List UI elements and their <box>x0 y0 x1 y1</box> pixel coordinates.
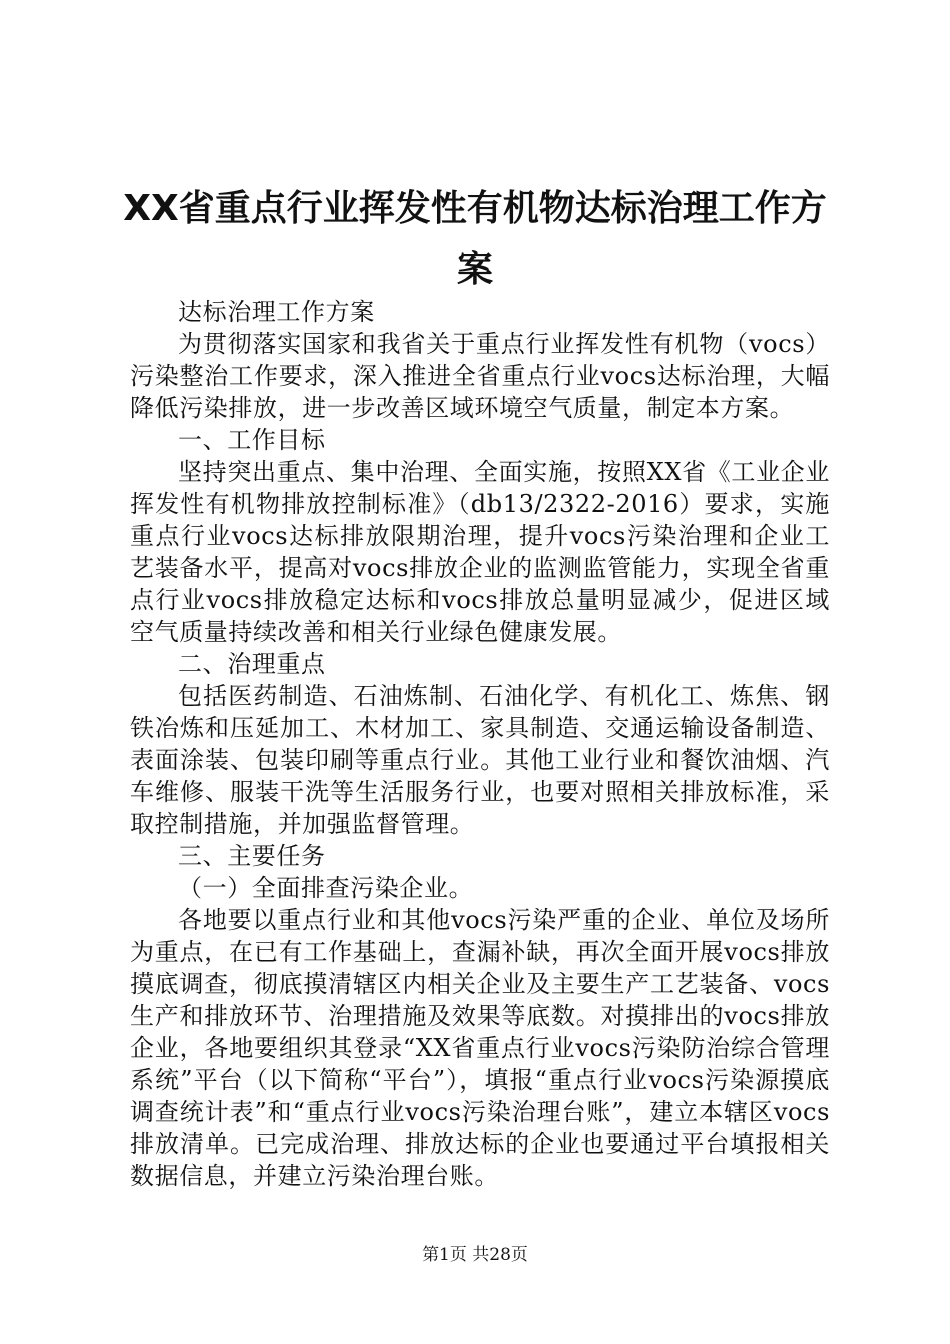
document-title-line-1: XX省重点行业挥发性有机物达标治理工作方 <box>123 188 827 229</box>
subtitle: 达标治理工作方案 <box>178 298 375 326</box>
document-body <box>130 296 830 1192</box>
section-heading-3: 三、主要任务 <box>178 842 326 870</box>
paragraph-goals: 坚持突出重点、集中治理、全面实施，按照XX省《工业企业挥发性有机物排放控制标准》（db13/2322-2016）要求，实施重点行业vocs达标排放限期治理，提升vocs污染治理和企业工艺装备水平，提高对vocs排放企业的监测监管能力，实现全省重点行业vocs排放稳定达标和vocs排放总量明显减少，促进区域空气质量持续改善和相关行业绿色健康发展。 <box>130 458 830 646</box>
paragraph-survey: 各地要以重点行业和其他vocs污染严重的企业、单位及场所为重点，在已有工作基础上，查漏补缺，再次全面开展vocs排放摸底调查，彻底摸清辖区内相关企业及主要生产工艺装备、vocs生产和排放环节、治理措施及效果等底数。对摸排出的vocs排放企业，各地要组织其登录“XX省重点行业vocs污染防治综合管理系统”平台（以下简称“平台”），填报“重点行业vocs污染源摸底调查统计表”和“重点行业vocs污染治理台账”，建立本辖区vocs排放清单。已完成治理、排放达标的企业也要通过平台填报相关数据信息，并建立污染治理台账。 <box>130 906 830 1190</box>
page-footer: 第1页 共28页 <box>422 1245 528 1265</box>
document-title-line-2: 案 <box>456 249 493 290</box>
paragraph-focus: 包括医药制造、石油炼制、石油化学、有机化工、炼焦、钢铁冶炼和压延加工、木材加工、家具制造、交通运输设备制造、表面涂装、包装印刷等重点行业。其他工业行业和餐饮油烟、汽车维修、服装干洗等生活服务行业，也要对照相关排放标准，采取控制措施，并加强监督管理。 <box>130 682 830 838</box>
section-heading-2: 二、治理重点 <box>178 650 326 678</box>
intro-paragraph: 为贯彻落实国家和我省关于重点行业挥发性有机物（vocs）污染整治工作要求，深入推进全省重点行业vocs达标治理，大幅降低污染排放，进一步改善区域环境空气质量，制定本方案。 <box>130 330 830 422</box>
subsection-heading-1: （一）全面排查污染企业。 <box>178 874 474 902</box>
section-heading-1: 一、工作目标 <box>178 426 326 454</box>
